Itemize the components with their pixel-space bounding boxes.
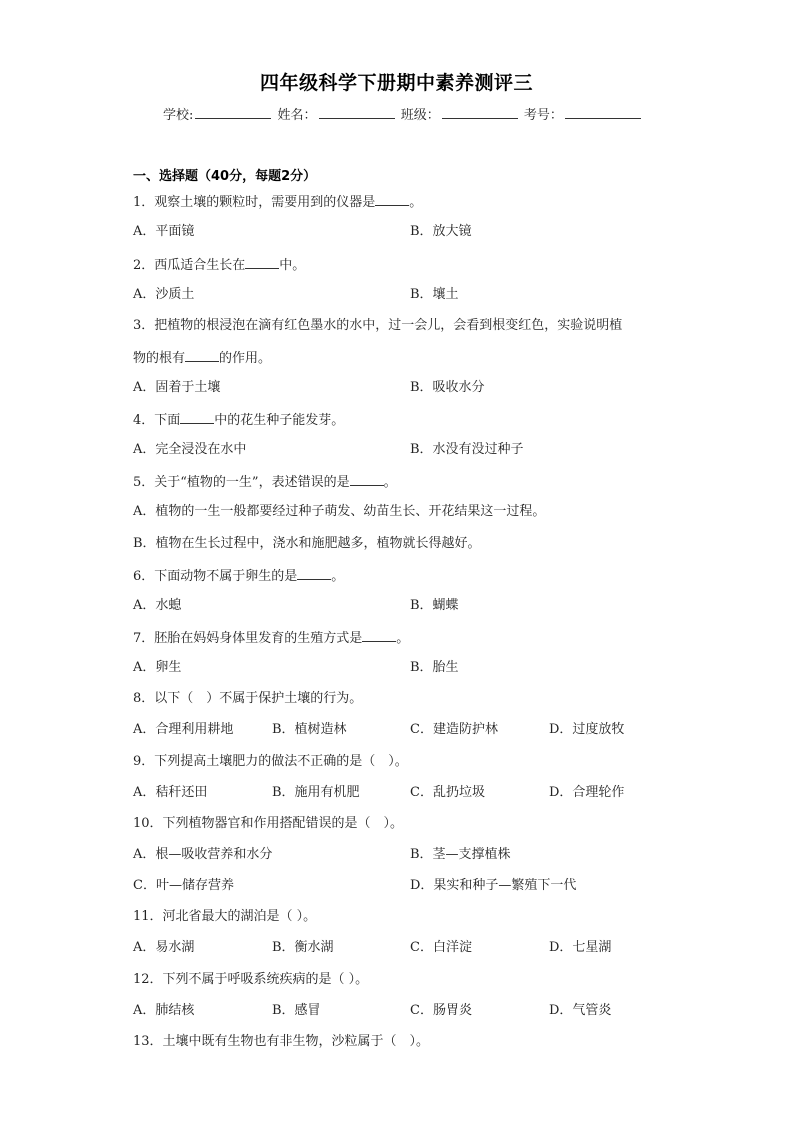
option-c: C．叶—储存营养 bbox=[133, 878, 234, 893]
school-blank bbox=[195, 106, 271, 119]
option-b: B．感冒 bbox=[272, 1003, 321, 1018]
option-d: D．过度放牧 bbox=[549, 722, 625, 737]
option-a: A．水螅 bbox=[133, 598, 182, 613]
option-b: B．蝴蝶 bbox=[410, 598, 459, 613]
option-b: B．植树造林 bbox=[272, 722, 347, 737]
question-1: 1．观察土壤的颗粒时，需要用到的仪器是 。 bbox=[133, 195, 423, 210]
option-b: B．吸收水分 bbox=[410, 380, 485, 395]
answer-blank bbox=[350, 473, 384, 486]
student-info-row bbox=[163, 104, 643, 123]
question-10: 10．下列植物器官和作用搭配错误的是（ ）。 bbox=[133, 816, 404, 831]
exam-number-label: 考号： bbox=[523, 108, 563, 123]
section-heading: 一、选择题（40分，每题2分） bbox=[133, 169, 317, 184]
option-b: B．衡水湖 bbox=[272, 940, 334, 955]
question-2: 2．西瓜适合生长在 中。 bbox=[133, 258, 306, 273]
class-label: 班级： bbox=[400, 108, 440, 123]
option-a: A．易水湖 bbox=[133, 940, 195, 955]
name-blank bbox=[319, 106, 395, 119]
question-13: 13．土壤中既有生物也有非生物，沙粒属于（ ）。 bbox=[133, 1034, 430, 1049]
question-4: 4．下面 中的花生种子能发芽。 bbox=[133, 413, 345, 428]
option-b: B．胎生 bbox=[410, 660, 459, 675]
option-b: B．植物在生长过程中，浇水和施肥越多，植物就长得越好。 bbox=[133, 536, 481, 551]
answer-blank bbox=[375, 193, 409, 206]
option-a: A．完全浸没在水中 bbox=[133, 442, 247, 457]
class-blank bbox=[442, 106, 518, 119]
option-b: B．施用有机肥 bbox=[272, 785, 360, 800]
option-a: A．固着于土壤 bbox=[133, 380, 221, 395]
option-d: D．七星湖 bbox=[549, 940, 612, 955]
option-a: A．秸秆还田 bbox=[133, 785, 208, 800]
name-label: 姓名： bbox=[277, 108, 317, 123]
option-b: B．茎—支撑植株 bbox=[410, 847, 511, 862]
question-3-cont: 物的根有 的作用。 bbox=[133, 351, 272, 366]
option-a: A．沙质土 bbox=[133, 287, 195, 302]
option-c: C．肠胃炎 bbox=[410, 1003, 472, 1018]
question-7: 7．胚胎在妈妈身体里发育的生殖方式是 。 bbox=[133, 631, 410, 646]
question-3: 3．把植物的根浸泡在滴有红色墨水的水中，过一会儿，会看到根变红色，实验说明植 bbox=[133, 318, 623, 333]
question-8: 8．以下（ ）不属于保护土壤的行为。 bbox=[133, 691, 363, 706]
option-d: D．气管炎 bbox=[549, 1003, 612, 1018]
option-b: B．壤土 bbox=[410, 287, 459, 302]
exam-number-blank bbox=[565, 106, 641, 119]
answer-blank bbox=[185, 349, 219, 362]
school-label: 学校: bbox=[163, 108, 194, 123]
answer-blank bbox=[297, 567, 331, 580]
option-c: C．乱扔垃圾 bbox=[410, 785, 485, 800]
option-a: A．合理利用耕地 bbox=[133, 722, 234, 737]
question-6: 6．下面动物不属于卵生的是 。 bbox=[133, 569, 345, 584]
option-c: C．建造防护林 bbox=[410, 722, 498, 737]
option-a: A．根—吸收营养和水分 bbox=[133, 847, 273, 862]
option-b: B．水没有没过种子 bbox=[410, 442, 524, 457]
answer-blank bbox=[245, 256, 279, 269]
option-a: A．卵生 bbox=[133, 660, 182, 675]
option-a: A．平面镜 bbox=[133, 224, 195, 239]
option-a: A．肺结核 bbox=[133, 1003, 195, 1018]
option-c: C．白洋淀 bbox=[410, 940, 472, 955]
question-11: 11．河北省最大的湖泊是（ ）。 bbox=[133, 909, 317, 924]
question-12: 12．下列不属于呼吸系统疾病的是（ ）。 bbox=[133, 972, 369, 987]
answer-blank bbox=[180, 411, 214, 424]
question-5: 5．关于“植物的一生”，表述错误的是 。 bbox=[133, 475, 397, 490]
option-d: D．合理轮作 bbox=[549, 785, 625, 800]
answer-blank bbox=[362, 629, 396, 642]
option-d: D．果实和种子—繁殖下一代 bbox=[410, 878, 577, 893]
page-title: 四年级科学下册期中素养测评三 bbox=[259, 72, 533, 94]
option-a: A．植物的一生一般都要经过种子萌发、幼苗生长、开花结果这一过程。 bbox=[133, 504, 546, 519]
question-9: 9．下列提高土壤肥力的做法不正确的是（ ）。 bbox=[133, 754, 408, 769]
option-b: B．放大镜 bbox=[410, 224, 472, 239]
